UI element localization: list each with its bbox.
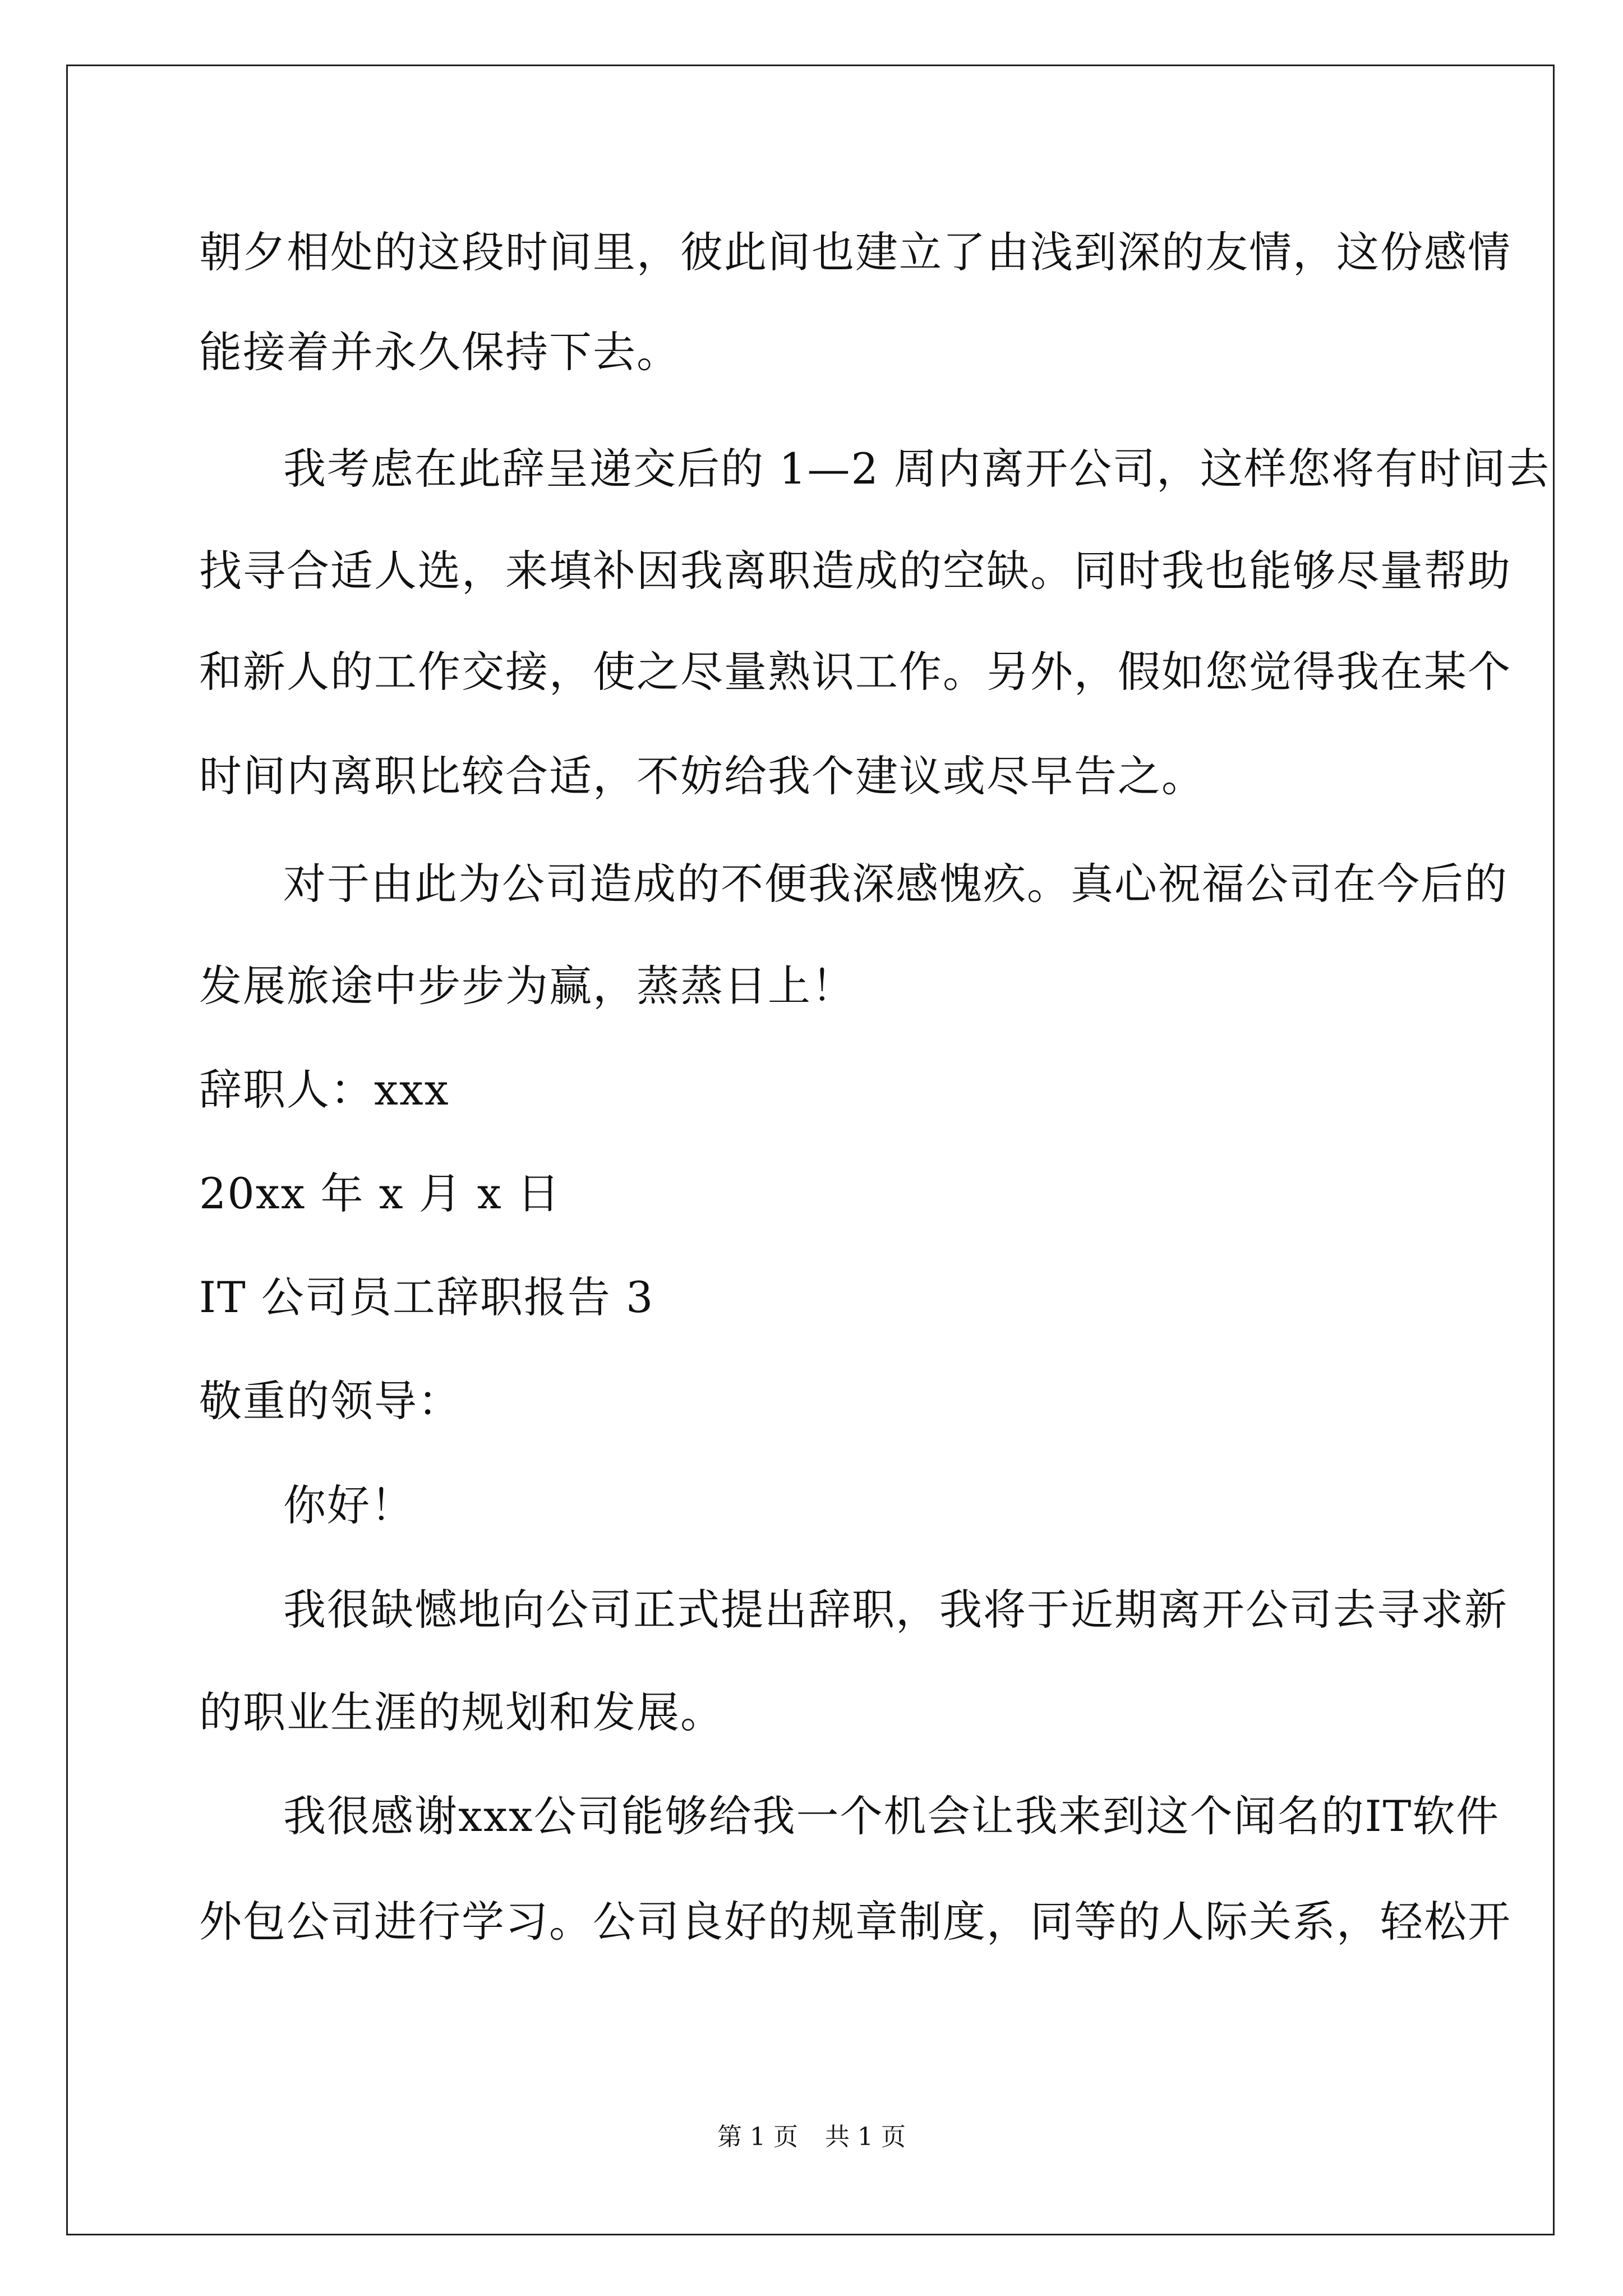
paragraph-line: 发展旅途中步步为赢，蒸蒸日上！	[199, 961, 855, 1011]
page-footer	[0, 2122, 1623, 2153]
paragraph-line: 朝夕相处的这段时间里，彼此间也建立了由浅到深的友情，这份感情	[199, 227, 1511, 277]
salutation: 敬重的领导：	[199, 1376, 462, 1426]
paragraph-line: 我很感谢xxx公司能够给我一个机会让我来到这个闻名的IT软件	[283, 1791, 1500, 1841]
paragraph-line: 找寻合适人选，来填补因我离职造成的空缺。同时我也能够尽量帮助	[199, 546, 1511, 596]
paragraph-line: 外包公司进行学习。公司良好的规章制度，同等的人际关系，轻松开	[199, 1897, 1511, 1947]
paragraph-line: 对于由此为公司造成的不便我深感愧疚。真心祝福公司在今后的	[283, 859, 1508, 909]
page-number: 第 1 页	[717, 2123, 798, 2151]
section-title: IT 公司员工辞职报告 3	[199, 1272, 654, 1322]
paragraph-line: 和新人的工作交接，使之尽量熟识工作。另外，假如您觉得我在某个	[199, 647, 1511, 697]
signature-line: 辞职人：xxx	[199, 1065, 450, 1115]
page-total: 共 1 页	[825, 2123, 906, 2151]
paragraph-line: 时间内离职比较合适，不妨给我个建议或尽早告之。	[199, 751, 1205, 801]
date-line: 20xx 年 x 月 x 日	[199, 1168, 561, 1218]
paragraph-line: 我很缺憾地向公司正式提出辞职，我将于近期离开公司去寻求新	[283, 1585, 1508, 1635]
paragraph-line: 能接着并永久保持下去。	[199, 327, 680, 377]
greeting: 你好！	[283, 1480, 414, 1530]
paragraph-line: 的职业生涯的规划和发展。	[199, 1687, 724, 1737]
paragraph-line: 我考虑在此辞呈递交后的 1—2 周内离开公司，这样您将有时间去	[283, 444, 1551, 494]
